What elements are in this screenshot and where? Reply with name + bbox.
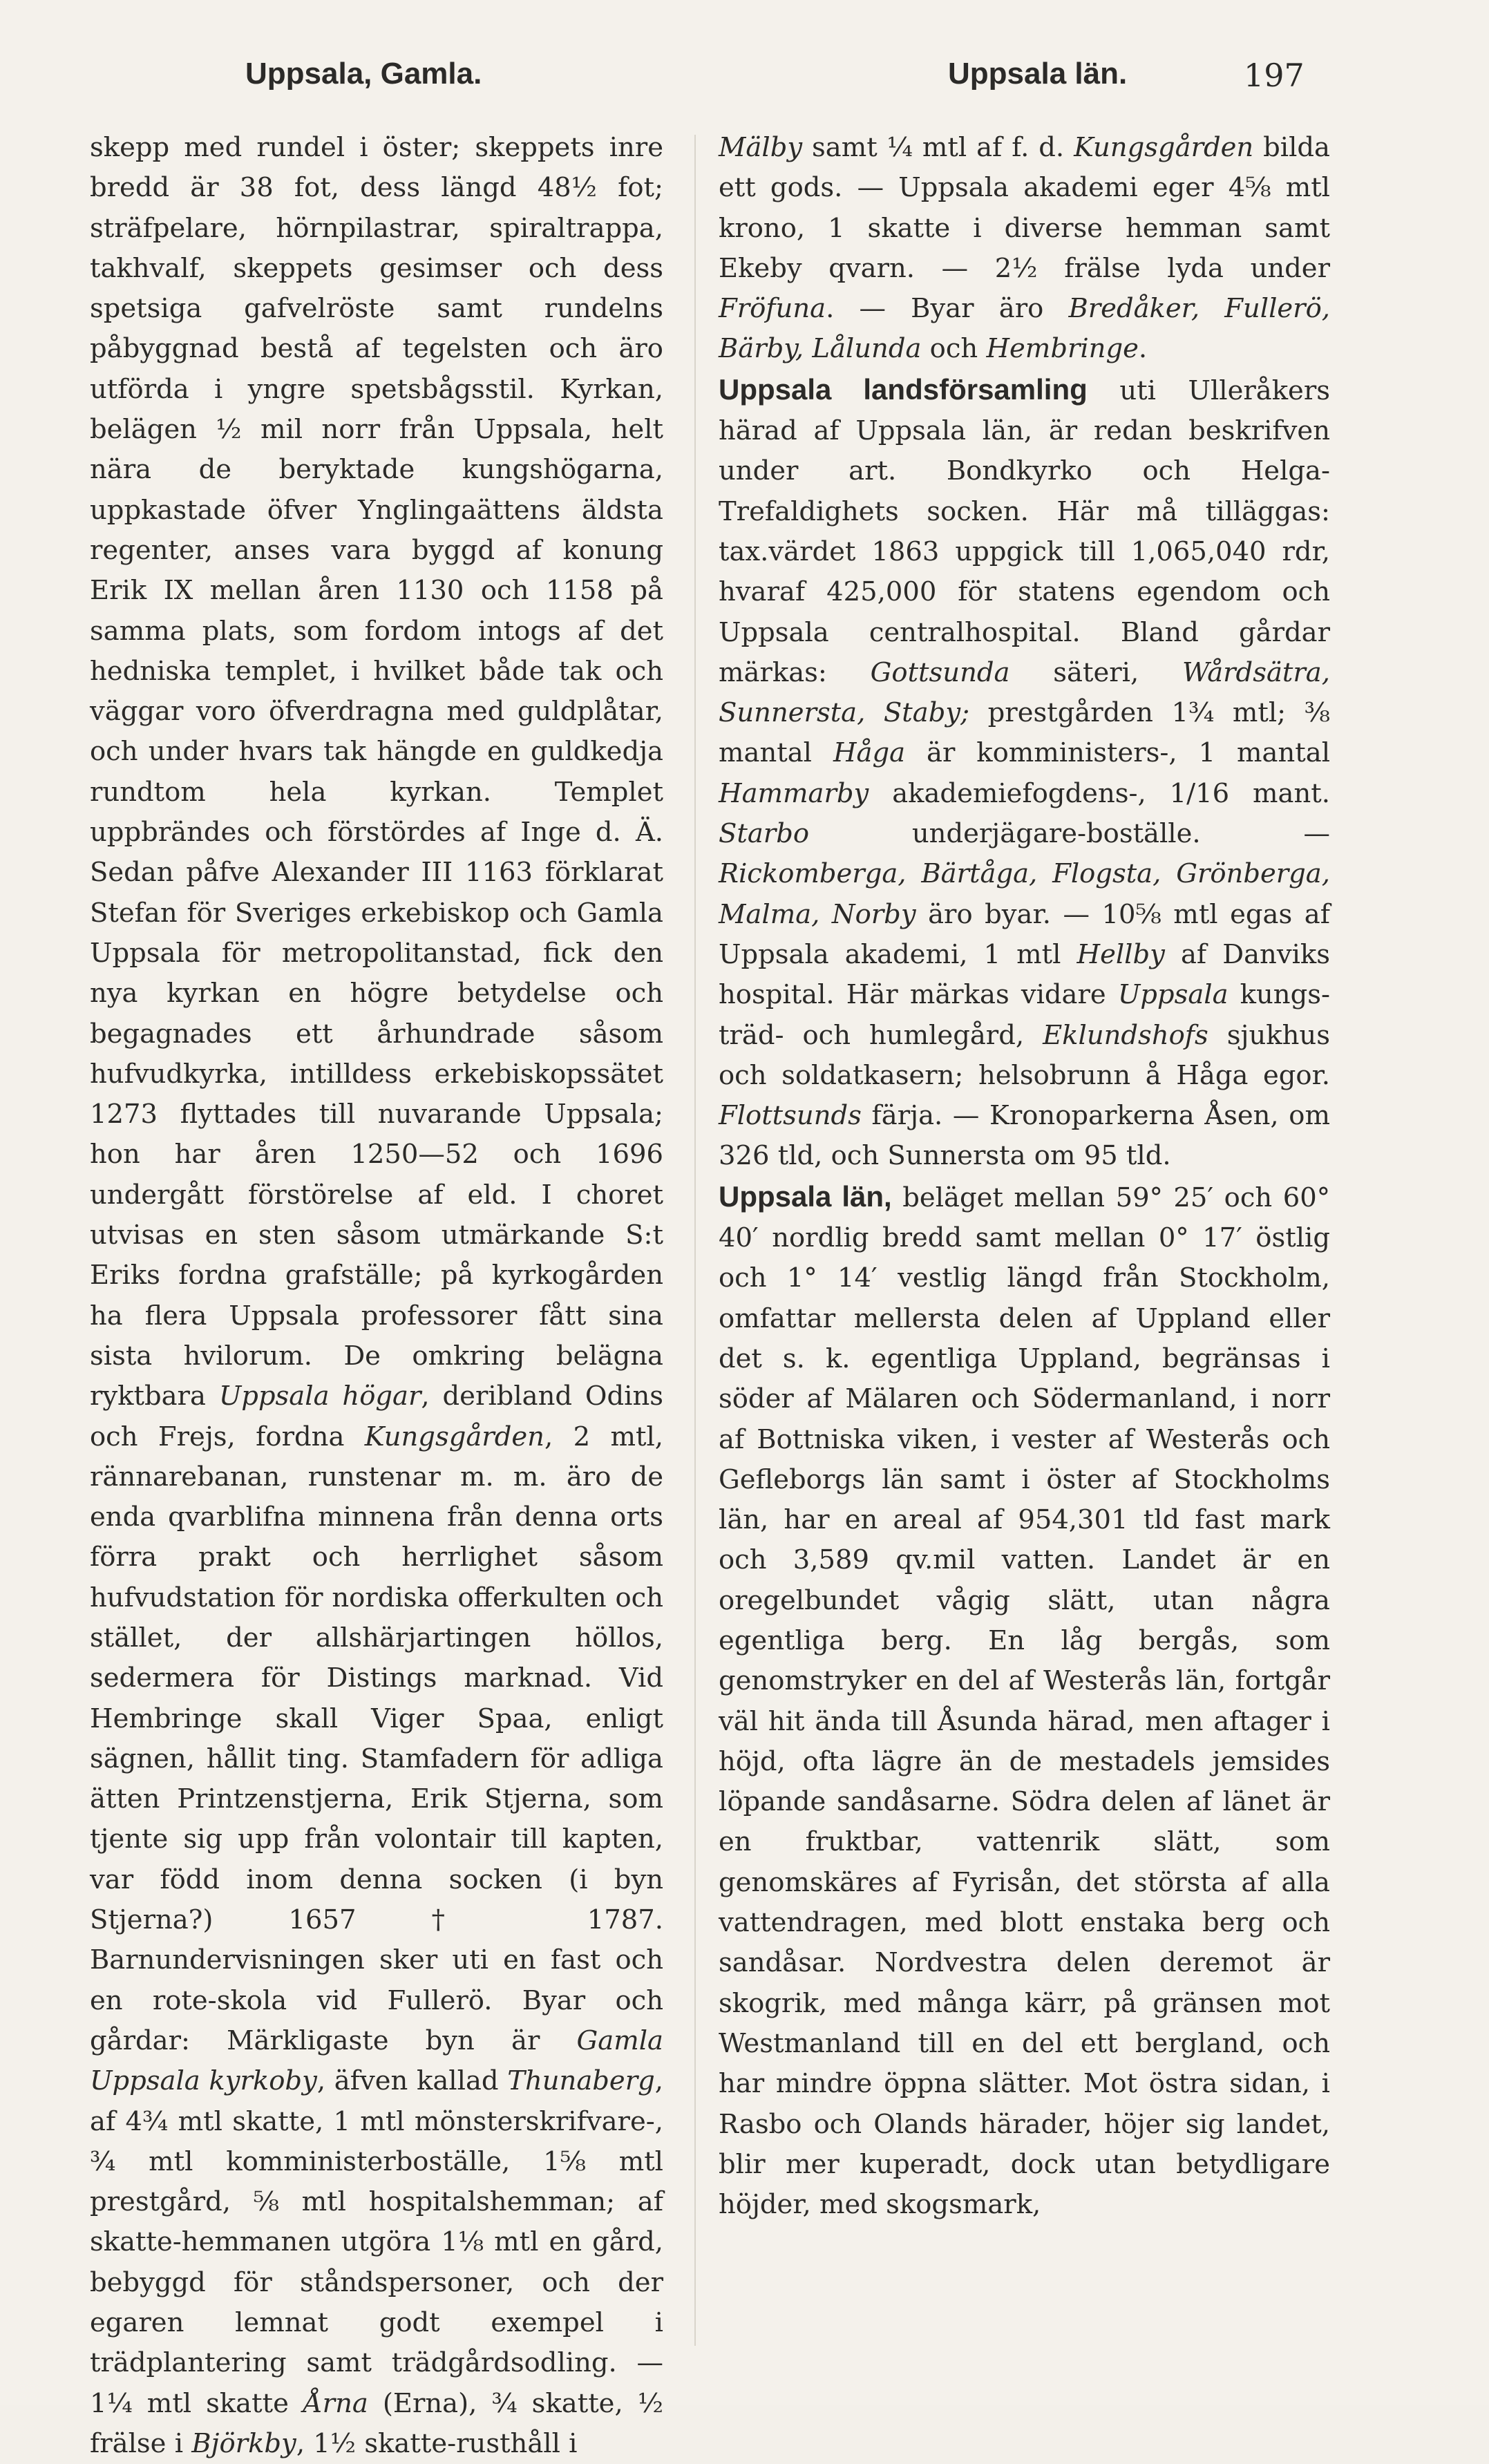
running-header [0, 57, 1489, 105]
text-run: (Erna), ¾ skatte, ½ frälse i [90, 2387, 664, 2459]
italic-run: Hembringe [986, 333, 1139, 365]
text-run: beläget mellan 59° 25′ och 60° 40′ nordlig bredd samt mellan 0° 17′ östlig och 1° 14′ vestlig längd från Stockholm, omfattar mellersta delen af Uppland eller det s. k. egentliga Uppland, begränsas i söder af Mälaren och Södermanland, i norr af Bottniska viken, i vester af Westerås och Gefleborgs län samt i öster af Stockholms län, har en areal af 954,301 tld fast mark och 3,589 qv.mil vatten. Landet är en oregelbundet vågig slätt, utan några egentliga berg. En låg bergås, som genomstryker en del af Westerås län, fortgår väl hit ända till Åsunda härad, men aftager i höjd, ofta lägre än de mestadels jemsides löpande sandåsarne. Södra delen af länet är en fruktbar, vattenrik slätt, som genomskäres af Fyrisån, det största af alla vattendragen, med blott enstaka berg och sandåsar. Nordvestra delen deremot är skogrik, med många kärr, på gränsen mot Westmanland till en del ett bergland, och har mindre öppna slätter. Mot östra sidan, i Rasbo och Olands härader, höjer sig landet, blir mer kuperadt, dock utan betydligare höjder, med skogsmark, [719, 1182, 1330, 2221]
italic-run: Gottsunda [870, 656, 1010, 688]
text-run: samt ¼ mtl af f. d. [802, 132, 1074, 163]
entry-body-landsforsamling [719, 372, 1331, 1172]
text-run: skepp med rundel i öster; skeppets inre bredd är 38 fot, dess längd 48½ fot; sträfpelare, hörnpilastrar, spiraltrappa, takhvalf, skeppets gesimser och dess spetsiga gafvelröste samt rundelns påbyggnad bestå af tegelsten och äro utförda i yngre spetsbågsstil. Kyrkan, belägen ½ mil norr från Uppsala, helt nära de beryktade kungshögarna, uppkastade öfver Ynglingaättens äldsta regenter, anses vara byggd af konung Erik IX mellan åren 1130 och 1158 på samma plats, som fordom intogs af det hedniska templet, i hvilket både tak och väggar voro öfverdragna med guldplåtar, och under hvars tak hängde en guldkedja rundtom hela kyrkan. Templet uppbrändes och förstördes af Inge d. Ä. Sedan påfve Alexander III 1163 förklarat Stefan för Sveriges erkebiskop och Gamla Uppsala för metropolitanstad, fick den nya kyrkan en högre betydelse och begagnades ett århundrade såsom hufvudkyrka, intilldess erkebiskopssätet 1273 flyttades till nuvarande Uppsala; hon har åren 1250—52 och 1696 undergått förstörelse af eld. I choret utvisas en sten såsom utmärkande S:t Eriks fordna grafställe; på kyrkogården ha flera Uppsala professorer fått sina sista hvilorum. De omkring belägna ryktbara [90, 132, 663, 1412]
italic-run: Bredåker, Fullerö, Bärby, Lålunda [719, 293, 1330, 365]
right-paragraph-continuation [719, 128, 1330, 370]
italic-run: Kungsgården [364, 1421, 544, 1452]
entry-heading-lan: Uppsala län, [719, 1179, 892, 1213]
italic-run: Kungsgården [1074, 132, 1254, 163]
left-column [90, 128, 663, 2464]
text-run: . — Byar äro [826, 293, 1069, 325]
italic-run: Starbo [719, 818, 810, 850]
text-run: af Danviks hospital. Här märkas vidare [719, 938, 1330, 1011]
entry-heading-landsforsamling: Uppsala landsförsamling [719, 372, 1088, 406]
text-run: kungs-träd- och humlegård, [719, 979, 1330, 1051]
text-run: uti Ulleråkers härad af Uppsala län, är redan beskrifven under art. Bondkyrko och Helga-Trefaldighets socken. Här må tilläggas: tax.värdet 1863 uppgick till 1,065,040 rdr, hvaraf 425,000 för statens egendom och Uppsala centralhospital. Bland gårdar märkas: [719, 375, 1330, 688]
italic-run: Gamla Uppsala kyrkoby [90, 2025, 663, 2097]
italic-run: Rickomberga, Bärtåga, Flogsta, Grönberga, Malma, Norby [719, 858, 1330, 930]
italic-run: Hammarby [719, 777, 869, 809]
italic-run: Björkby [191, 2427, 296, 2459]
italic-run: Uppsala högar [218, 1381, 421, 1412]
text-run: sjukhus och soldatkasern; helsobrunn å Håga egor. [719, 1019, 1330, 1091]
right-paragraph-lan [719, 1177, 1330, 2226]
italic-run: Mälby [719, 132, 803, 163]
right-paragraph-landsforsamling [719, 370, 1330, 1177]
text-run: , af 4¾ mtl skatte, 1 mtl mönsterskrifvare-, ¾ mtl komministerboställe, 1⅝ mtl prestgård, ⅝ mtl hospitalshemman; af skatte-hemmanen utgöra 1⅛ mtl en gård, bebyggd för ståndspersoner, och der egaren lemnat godt exempel i trädplantering samt trädgårdsodling. — 1¼ mtl skatte [90, 2065, 664, 2419]
text-run: bilda ett gods. — Uppsala akademi eger 4⅝ mtl krono, 1 skatte i diverse hemman samt Ekeby qvarn. — 2½ frälse lyda under [719, 132, 1330, 284]
italic-run: Flottsunds [719, 1100, 862, 1132]
text-run: prestgården 1¾ mtl; ⅜ mantal [719, 697, 1330, 769]
text-run: äro byar. — 10⅝ mtl egas af Uppsala akademi, 1 mtl [719, 898, 1330, 970]
text-run: , 2 mtl, rännarebanan, runstenar m. m. äro de enda qvarblifna minnena från denna orts förra prakt och herrlighet såsom hufvudstation för nordiska offerkulten och stället, der allshärjartingen höllos, sedermera för Distings marknad. Vid Hembringe skall Viger Spaa, enligt sägnen, hållit ting. Stamfadern för adliga ätten Printzenstjerna, Erik Stjerna, som tjente sig upp från volontair till kapten, var född inom denna socken (i byn Stjerna?) 1657 † 1787. Barnundervisningen sker uti en fast och en rote-skola vid Fullerö. Byar och gårdar: Märkligaste byn är [90, 1421, 663, 2056]
text-run: är komministers-, 1 mantal [905, 737, 1331, 769]
text-run: färja. — Kronoparkerna Åsen, om 326 tld, och Sunnersta om 95 tld. [719, 1100, 1330, 1172]
right-column [719, 128, 1330, 2225]
italic-run: Hellby [1077, 938, 1165, 970]
entry-body-lan [719, 1179, 1330, 2221]
italic-run: Eklundshofs [1043, 1019, 1208, 1051]
left-paragraph [90, 128, 663, 2464]
italic-run: Årna [303, 2387, 368, 2419]
text-run: och [921, 333, 987, 365]
italic-run: Fröfuna [719, 293, 826, 325]
italic-run: Wårdsätra, Sunnersta, Staby; [719, 656, 1330, 729]
text-run: , 1½ skatte-rusthåll i [296, 2427, 578, 2459]
header-left: Uppsala, Gamla. [245, 57, 482, 91]
italic-run: Thunaberg [507, 2065, 655, 2097]
text-run: . [1138, 333, 1148, 365]
text-run: , deribland Odins och Frejs, fordna [90, 1381, 663, 1452]
column-divider [694, 135, 696, 2346]
page-number: 197 [1244, 57, 1305, 94]
text-run: akademiefogdens-, 1/16 mant. [869, 777, 1330, 809]
text-run: underjägare-boställe. — [809, 818, 1330, 850]
text-run: säteri, [1009, 656, 1182, 688]
italic-run: Uppsala [1117, 979, 1229, 1011]
italic-run: Håga [833, 737, 906, 769]
text-run: , äfven kallad [316, 2065, 508, 2097]
header-right: Uppsala län. [948, 57, 1128, 91]
